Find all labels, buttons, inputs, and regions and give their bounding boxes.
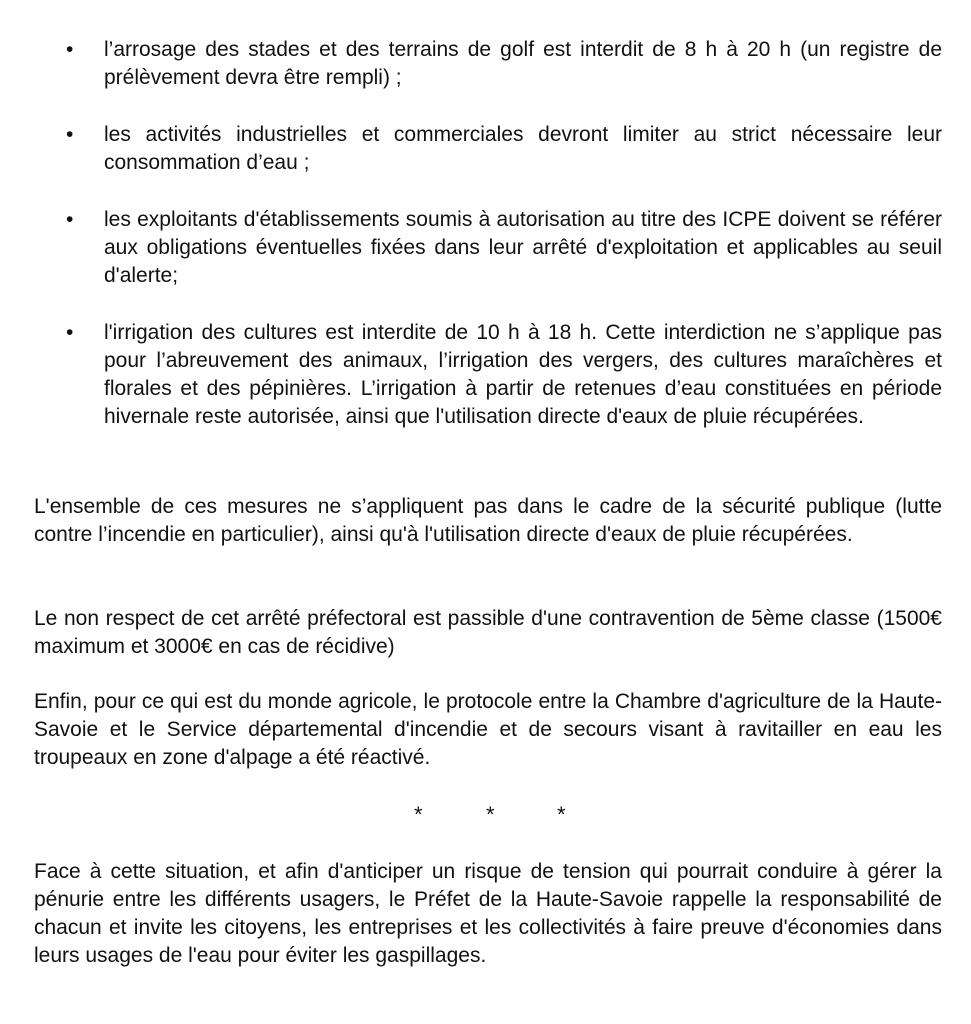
list-item bbox=[62, 206, 942, 290]
separator-asterisk: * bbox=[557, 802, 566, 827]
list-item bbox=[62, 319, 942, 431]
bullet-marker: • bbox=[66, 38, 74, 61]
list-item bbox=[62, 36, 942, 92]
separator-asterisk: * bbox=[486, 802, 495, 827]
public-safety-paragraph: L'ensemble de ces mesures ne s’appliquent pas dans le cadre de la sécurité publique (lutte contre l’incendie en particulier), ainsi qu'à l'utilisation directe d'eaux de pluie récupérées. bbox=[34, 495, 942, 546]
bullet-marker: • bbox=[66, 321, 74, 344]
penalty-paragraph: Le non respect de cet arrêté préfectoral est passible d'une contravention de 5ème classe (1500€ maximum et 3000€ en cas de récidive) bbox=[34, 607, 942, 658]
separator-asterisk: * bbox=[414, 802, 423, 827]
list-item-text: les exploitants d'établissements soumis à autorisation au titre des ICPE doivent se référer aux obligations éventuelles fixées dans leur arrêté d'exploitation et applicables au seuil d'alerte; bbox=[104, 208, 942, 287]
list-item-text: l'irrigation des cultures est interdite de 10 h à 18 h. Cette interdiction ne s’applique pas pour l’abreuvement des animaux, l’irrigation des vergers, des cultures maraîchères et florales et des pépinières. L’irrigation à partir de retenues d’eau constituées en période hivernale reste autorisée, ainsi que l'utilisation directe d'eaux de pluie récupérées. bbox=[104, 321, 942, 428]
agriculture-paragraph: Enfin, pour ce qui est du monde agricole, le protocole entre la Chambre d'agriculture de la Haute-Savoie et le Service départemental d'incendie et de secours visant à ravitailler en eau les troupeaux en zone d'alpage a été réactivé. bbox=[34, 690, 942, 769]
list-item-text: l’arrosage des stades et des terrains de golf est interdit de 8 h à 20 h (un registre de prélèvement devra être rempli) ; bbox=[104, 38, 942, 89]
bullet-marker: • bbox=[66, 123, 74, 146]
bullet-marker: • bbox=[66, 208, 74, 231]
list-item-text: les activités industrielles et commerciales devront limiter au strict nécessaire leur consommation d’eau ; bbox=[104, 123, 942, 174]
conclusion-paragraph: Face à cette situation, et afin d'anticiper un risque de tension qui pourrait conduire à gérer la pénurie entre les différents usagers, le Préfet de la Haute-Savoie rappelle la responsabilité de chacun et invite les citoyens, les entreprises et les collectivités à faire preuve d'économies dans leurs usages de l'eau pour éviter les gaspillages. bbox=[34, 860, 942, 967]
list-item bbox=[62, 121, 942, 177]
restriction-list bbox=[62, 36, 942, 460]
section-separator bbox=[0, 800, 971, 830]
